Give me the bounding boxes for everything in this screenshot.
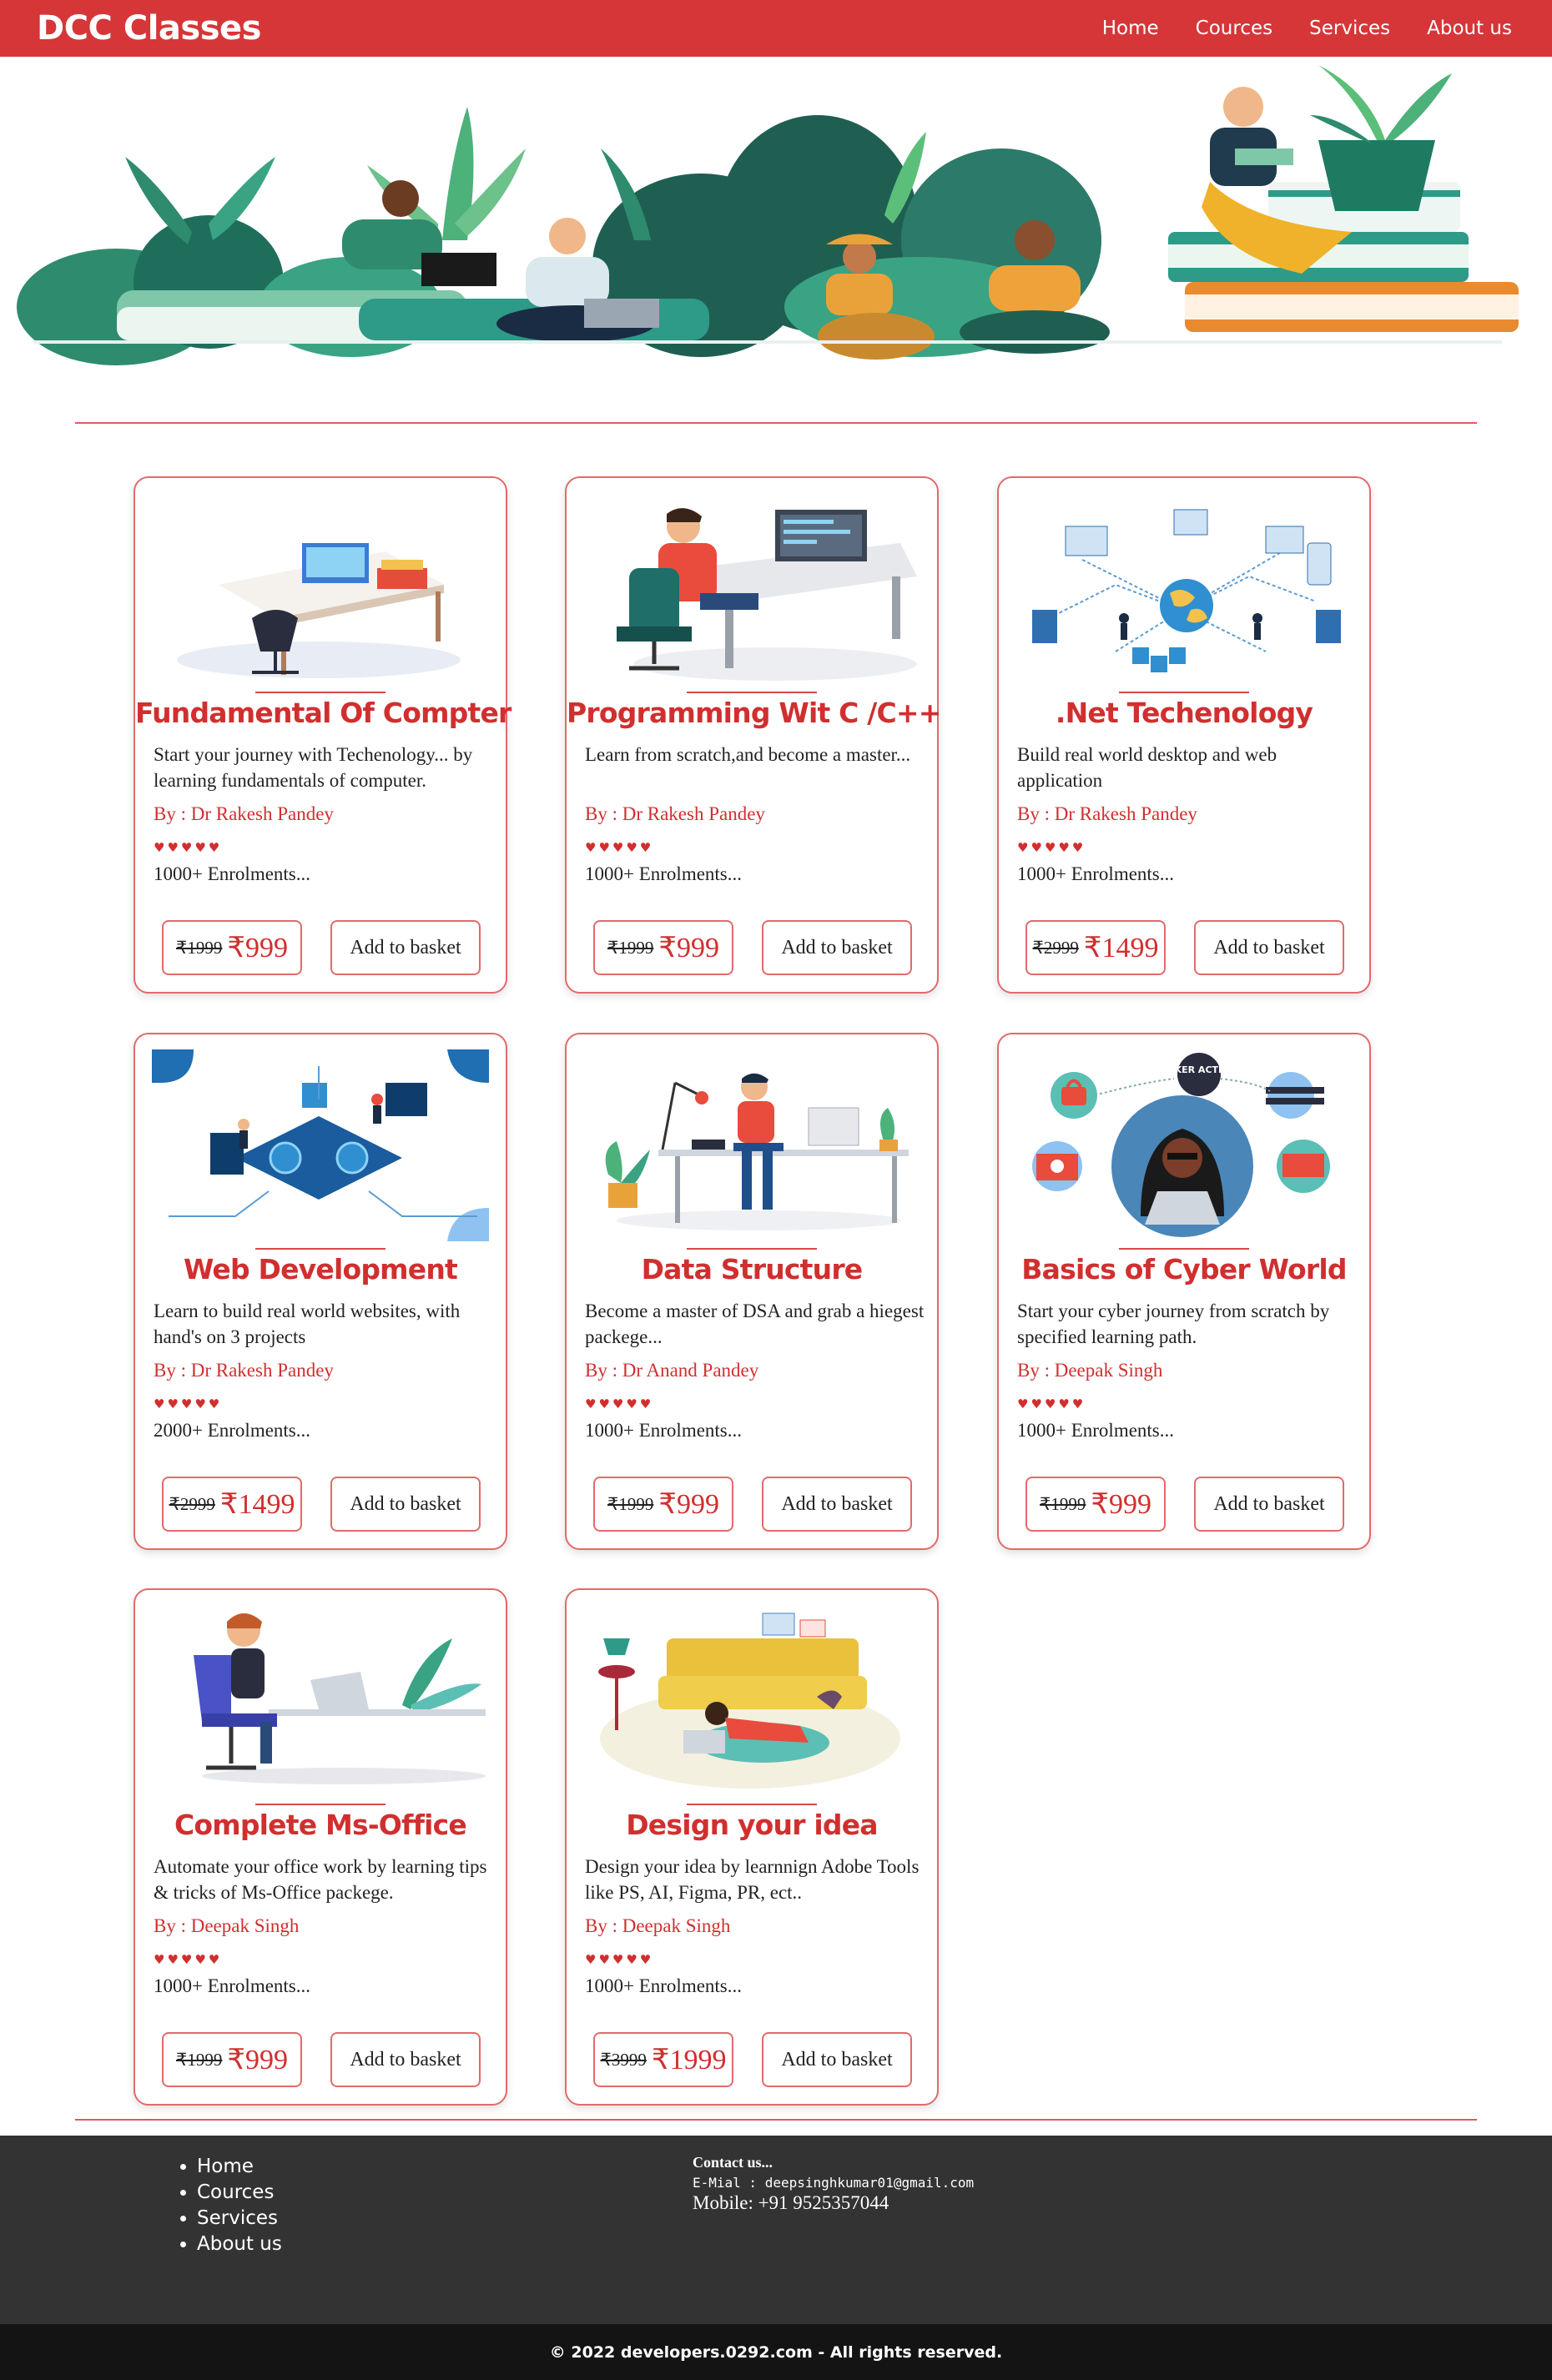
nav-link-about[interactable]: About us [1427, 18, 1512, 39]
course-card-data-structure [565, 1033, 939, 1550]
enrolment-count: 1000+ Enrolments... [585, 863, 743, 884]
course-card-design [565, 1588, 939, 2106]
course-description: Start your journey with Techenology... by learning fundamentals of computer. [154, 744, 473, 791]
course-title: Basics of Cyber World [1021, 1253, 1347, 1286]
copyright-text: © 2022 developers.0292.com - All rights reserved. [549, 2342, 1003, 2362]
course-card-dotnet [997, 476, 1371, 994]
network-globe-illustration [1015, 493, 1353, 685]
enrolment-count: 1000+ Enrolments... [154, 1975, 311, 1996]
course-description: Design your idea by learnnign Adobe Tools like PS, AI, Figma, PR, ect.. [585, 1856, 920, 1903]
footer-contact [693, 2154, 974, 2214]
course-author: By : Deepak Singh [585, 1915, 731, 1936]
section-divider-bottom [75, 2119, 1477, 2121]
designer-couch-illustration [583, 1605, 920, 1797]
hero-banner [0, 57, 1552, 390]
course-author: By : Deepak Singh [1017, 1360, 1163, 1381]
old-price: ₹1999 [607, 937, 654, 958]
enrolment-count: 1000+ Enrolments... [1017, 863, 1175, 884]
add-to-basket-button[interactable]: Add to basket [1194, 1477, 1344, 1532]
price-box [1025, 920, 1166, 975]
add-to-basket-button[interactable]: Add to basket [330, 920, 481, 975]
rating-hearts-icon: ♥♥♥♥♥ [154, 1396, 223, 1411]
new-price: ₹1499 [219, 1489, 295, 1520]
old-price: ₹1999 [175, 2049, 223, 2070]
footer [0, 2136, 1552, 2324]
enrolment-count: 1000+ Enrolments... [585, 1975, 743, 1996]
contact-email: E-Mial : deepsinghkumar01@gmail.com [693, 2175, 975, 2191]
price-box [593, 1477, 733, 1532]
old-price: ₹2999 [1032, 937, 1079, 958]
rating-hearts-icon: ♥♥♥♥♥ [585, 840, 654, 855]
course-description: Automate your office work by learning tips & tricks of Ms-Office packege. [154, 1856, 487, 1903]
rating-hearts-icon: ♥♥♥♥♥ [1017, 840, 1086, 855]
course-description: Start your cyber journey from scratch by specified learning path. [1017, 1301, 1330, 1347]
rating-hearts-icon: ♥♥♥♥♥ [585, 1396, 654, 1411]
reading-people-illustration [0, 57, 1552, 390]
old-price: ₹2999 [169, 1493, 215, 1514]
price-box [162, 2032, 302, 2087]
course-description: Learn to build real world websites, with hand's on 3 projects [154, 1301, 461, 1347]
new-price: ₹999 [227, 2045, 288, 2076]
developer-desk-illustration [583, 1049, 920, 1241]
course-title: Programming Wit C /C++ [567, 697, 941, 729]
new-price: ₹1999 [651, 2045, 727, 2076]
footer-link-home[interactable]: • Home [197, 2154, 282, 2180]
old-price: ₹1999 [175, 937, 223, 958]
card-divider [255, 692, 385, 693]
course-title: Complete Ms-Office [174, 1809, 467, 1841]
add-to-basket-button[interactable]: Add to basket [1194, 920, 1344, 975]
new-price: ₹999 [658, 933, 719, 964]
course-description: Build real world desktop and web application [1017, 744, 1277, 791]
course-author: By : Dr Rakesh Pandey [154, 803, 334, 824]
rating-hearts-icon: ♥♥♥♥♥ [585, 1952, 654, 1967]
add-to-basket-button[interactable]: Add to basket [330, 1477, 481, 1532]
footer-link-services[interactable]: • Services [197, 2206, 282, 2232]
copyright-bar [0, 2324, 1552, 2380]
course-author: By : Dr Rakesh Pandey [154, 1360, 334, 1381]
course-author: By : Deepak Singh [154, 1915, 300, 1936]
price-box [593, 920, 733, 975]
new-price: ₹999 [1091, 1489, 1151, 1520]
card-divider [1119, 692, 1249, 693]
card-divider [1119, 1248, 1249, 1250]
add-to-basket-button[interactable]: Add to basket [762, 1477, 912, 1532]
old-price: ₹1999 [1039, 1493, 1086, 1514]
brand-logo[interactable]: DCC Classes [37, 9, 261, 48]
course-title: .Net Techenology [1055, 697, 1313, 729]
add-to-basket-button[interactable]: Add to basket [762, 920, 912, 975]
course-description: Learn from scratch,and become a master... [585, 744, 911, 765]
new-price: ₹999 [658, 1489, 719, 1520]
old-price: ₹3999 [600, 2049, 647, 2070]
course-card-ms-office [134, 1588, 507, 2106]
rating-hearts-icon: ♥♥♥♥♥ [154, 840, 223, 855]
rating-hearts-icon: ♥♥♥♥♥ [1017, 1396, 1086, 1411]
price-box [593, 2032, 733, 2087]
new-price: ₹999 [227, 933, 288, 964]
desk-workspace-illustration [152, 493, 489, 685]
nav-link-cources[interactable]: Cources [1195, 18, 1273, 39]
card-divider [687, 692, 817, 693]
hacker-badge: HACKER ACTIVITY [1152, 1064, 1246, 1075]
isometric-tech-illustration [152, 1049, 489, 1241]
price-box [1025, 1477, 1166, 1532]
nav-links [1066, 18, 1512, 39]
rating-hearts-icon: ♥♥♥♥♥ [154, 1952, 223, 1967]
course-author: By : Dr Rakesh Pandey [585, 803, 765, 824]
navbar [0, 0, 1552, 57]
contact-title: Contact us... [693, 2154, 773, 2171]
course-card-fundamentals [134, 476, 511, 994]
course-card-web-development [134, 1033, 507, 1550]
enrolment-count: 1000+ Enrolments... [585, 1420, 743, 1441]
course-author: By : Dr Anand Pandey [585, 1360, 759, 1381]
course-title: Data Structure [641, 1253, 863, 1286]
office-worker-illustration [152, 1605, 489, 1797]
course-card-cyber-world [997, 1033, 1371, 1550]
course-card-programming [565, 476, 939, 994]
add-to-basket-button[interactable]: Add to basket [762, 2032, 912, 2087]
footer-link-about[interactable]: • About us [197, 2232, 282, 2257]
course-author: By : Dr Rakesh Pandey [1017, 803, 1197, 824]
card-divider [687, 1248, 817, 1250]
card-divider [255, 1804, 385, 1805]
nav-link-home[interactable]: Home [1101, 18, 1159, 39]
price-box [162, 1477, 302, 1532]
enrolment-count: 1000+ Enrolments... [154, 863, 311, 884]
old-price: ₹1999 [607, 1493, 654, 1514]
footer-link-cources[interactable]: • Cources [197, 2180, 282, 2206]
course-title: Design your idea [626, 1809, 878, 1841]
course-title: Web Development [183, 1253, 458, 1286]
section-divider-top [75, 422, 1477, 424]
enrolment-count: 2000+ Enrolments... [154, 1420, 311, 1441]
nav-link-services[interactable]: Services [1309, 18, 1391, 39]
new-price: ₹1499 [1083, 933, 1159, 964]
contact-mobile: Mobile: +91 9525357044 [693, 2192, 889, 2213]
enrolment-count: 1000+ Enrolments... [1017, 1420, 1175, 1441]
course-description: Become a master of DSA and grab a hiegest packege... [585, 1301, 925, 1347]
add-to-basket-button[interactable]: Add to basket [330, 2032, 481, 2087]
card-divider [255, 1248, 385, 1250]
card-divider [687, 1804, 817, 1805]
programmer-illustration [583, 493, 920, 685]
price-box [162, 920, 302, 975]
hacker-illustration [1015, 1049, 1353, 1241]
footer-links [175, 2154, 282, 2257]
course-title: Fundamental Of Compter [135, 697, 511, 729]
